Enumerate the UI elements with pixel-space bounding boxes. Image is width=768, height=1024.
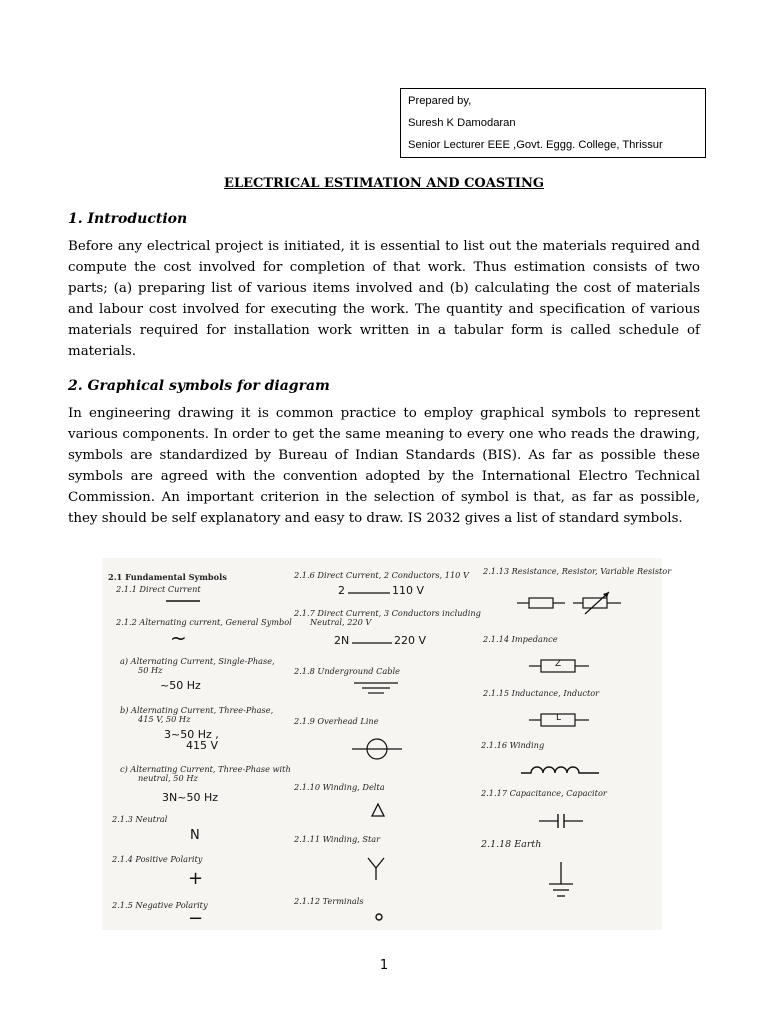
- label-ac-single-phase: a) Alternating Current, Single-Phase,: [120, 656, 275, 666]
- label-positive-polarity: 2.1.4 Positive Polarity: [112, 854, 203, 864]
- label-winding-star: 2.1.11 Winding, Star: [294, 834, 381, 844]
- positive-polarity-symbol: +: [188, 868, 204, 889]
- dc-3-conductors-voltage: 220 V: [394, 634, 427, 647]
- label-winding: 2.1.16 Winding: [481, 740, 545, 750]
- section-heading-introduction: 1. Introduction: [68, 211, 188, 227]
- winding-delta-symbol: [370, 802, 386, 818]
- winding-symbol: [521, 760, 601, 776]
- dc-3-conductors-count: 2N: [334, 634, 350, 647]
- neutral-symbol: N: [190, 828, 200, 843]
- prepared-by-label: Prepared by,: [408, 95, 472, 107]
- dc-2-conductors-voltage: 110 V: [392, 584, 425, 597]
- ac-three-phase-voltage: 415 V: [186, 739, 219, 752]
- ac-three-phase-neutral-symbol: 3N~50 Hz: [162, 791, 218, 804]
- author-designation: Senior Lecturer EEE ,Govt. Eggg. College, Thrissur: [408, 139, 663, 151]
- terminal-symbol: [374, 912, 384, 922]
- negative-polarity-symbol: −: [188, 908, 204, 929]
- label-ac-general: 2.1.2 Alternating current, General Symbol: [116, 617, 292, 627]
- label-impedance: 2.1.14 Impedance: [483, 634, 558, 644]
- dc-2-conductors-count: 2: [338, 584, 345, 597]
- label-dc-3-conductors-rating: Neutral, 220 V: [310, 617, 372, 627]
- prepared-by-box: [400, 88, 706, 158]
- dc-3-conductors-line: [352, 641, 392, 645]
- winding-star-symbol: [366, 856, 386, 882]
- underground-cable-symbol: [354, 680, 398, 698]
- label-ac-three-phase-neutral-freq: neutral, 50 Hz: [138, 773, 198, 783]
- page-number: 1: [379, 958, 389, 973]
- section-body-introduction: Before any electrical project is initiated, it is essential to list out the materials required and compute the cost involved for completion of that work. Thus estimation consists of two parts; (a) preparing list of various items involved and (b) calculating the cost of materials and labour cost involved for executing the work. The quantity and specification of various materials required for installation work written in a tabular form is called schedule of materials.: [68, 239, 700, 359]
- label-winding-delta: 2.1.10 Winding, Delta: [294, 782, 385, 792]
- overhead-line-symbol: [352, 736, 402, 762]
- author-name: Suresh K Damodaran: [408, 117, 516, 129]
- inductor-letter: L: [556, 713, 562, 723]
- label-ac-single-phase-freq: 50 Hz: [138, 665, 163, 675]
- earth-symbol: [547, 862, 575, 900]
- label-dc-2-conductors: 2.1.6 Direct Current, 2 Conductors, 110 V: [294, 570, 469, 580]
- direct-current-symbol: [166, 598, 200, 604]
- document-title: ELECTRICAL ESTIMATION AND COASTING: [224, 176, 544, 191]
- symbols-figure: [102, 558, 672, 930]
- impedance-letter: Z: [555, 659, 562, 669]
- label-terminals: 2.1.12 Terminals: [294, 896, 364, 906]
- dc-2-conductors-line: [348, 591, 390, 595]
- label-neutral: 2.1.3 Neutral: [112, 814, 168, 824]
- fundamental-symbols-header: 2.1 Fundamental Symbols: [108, 572, 227, 582]
- label-capacitance: 2.1.17 Capacitance, Capacitor: [481, 788, 607, 798]
- label-ac-three-phase: b) Alternating Current, Three-Phase,: [120, 705, 274, 715]
- label-overhead-line: 2.1.9 Overhead Line: [294, 716, 379, 726]
- capacitor-symbol: [539, 812, 583, 830]
- label-earth: 2.1.18 Earth: [481, 839, 542, 850]
- ac-general-symbol: ~: [170, 626, 187, 650]
- label-underground-cable: 2.1.8 Underground Cable: [294, 666, 400, 676]
- label-negative-polarity: 2.1.5 Negative Polarity: [112, 900, 208, 910]
- section-heading-graphical-symbols: 2. Graphical symbols for diagram: [68, 378, 330, 394]
- ac-three-phase-symbol: 3~50 Hz ,: [164, 728, 219, 741]
- ac-single-phase-symbol: ~50 Hz: [160, 679, 201, 692]
- label-direct-current: 2.1.1 Direct Current: [116, 584, 201, 594]
- label-ac-three-phase-neutral: c) Alternating Current, Three-Phase with: [120, 764, 291, 774]
- label-ac-three-phase-rating: 415 V, 50 Hz: [138, 714, 191, 724]
- label-resistance: 2.1.13 Resistance, Resistor, Variable Resistor: [483, 566, 672, 576]
- label-dc-3-conductors: 2.1.7 Direct Current, 3 Conductors including: [294, 608, 481, 618]
- section-body-graphical-symbols: In engineering drawing it is common practice to employ graphical symbols to represent various components. In order to get the same meaning to every one who reads the drawing, symbols are standardized by Bureau of Indian Standards (BIS). As far as possible these symbols are agreed with the convention adopted by the International Electro Technical Commission. An important criterion in the selection of symbol is that, as far as possible, they should be self explanatory and easy to draw. IS 2032 gives a list of standard symbols.: [68, 406, 700, 526]
- resistor-symbols: [517, 590, 627, 616]
- label-inductance: 2.1.15 Inductance, Inductor: [483, 688, 600, 698]
